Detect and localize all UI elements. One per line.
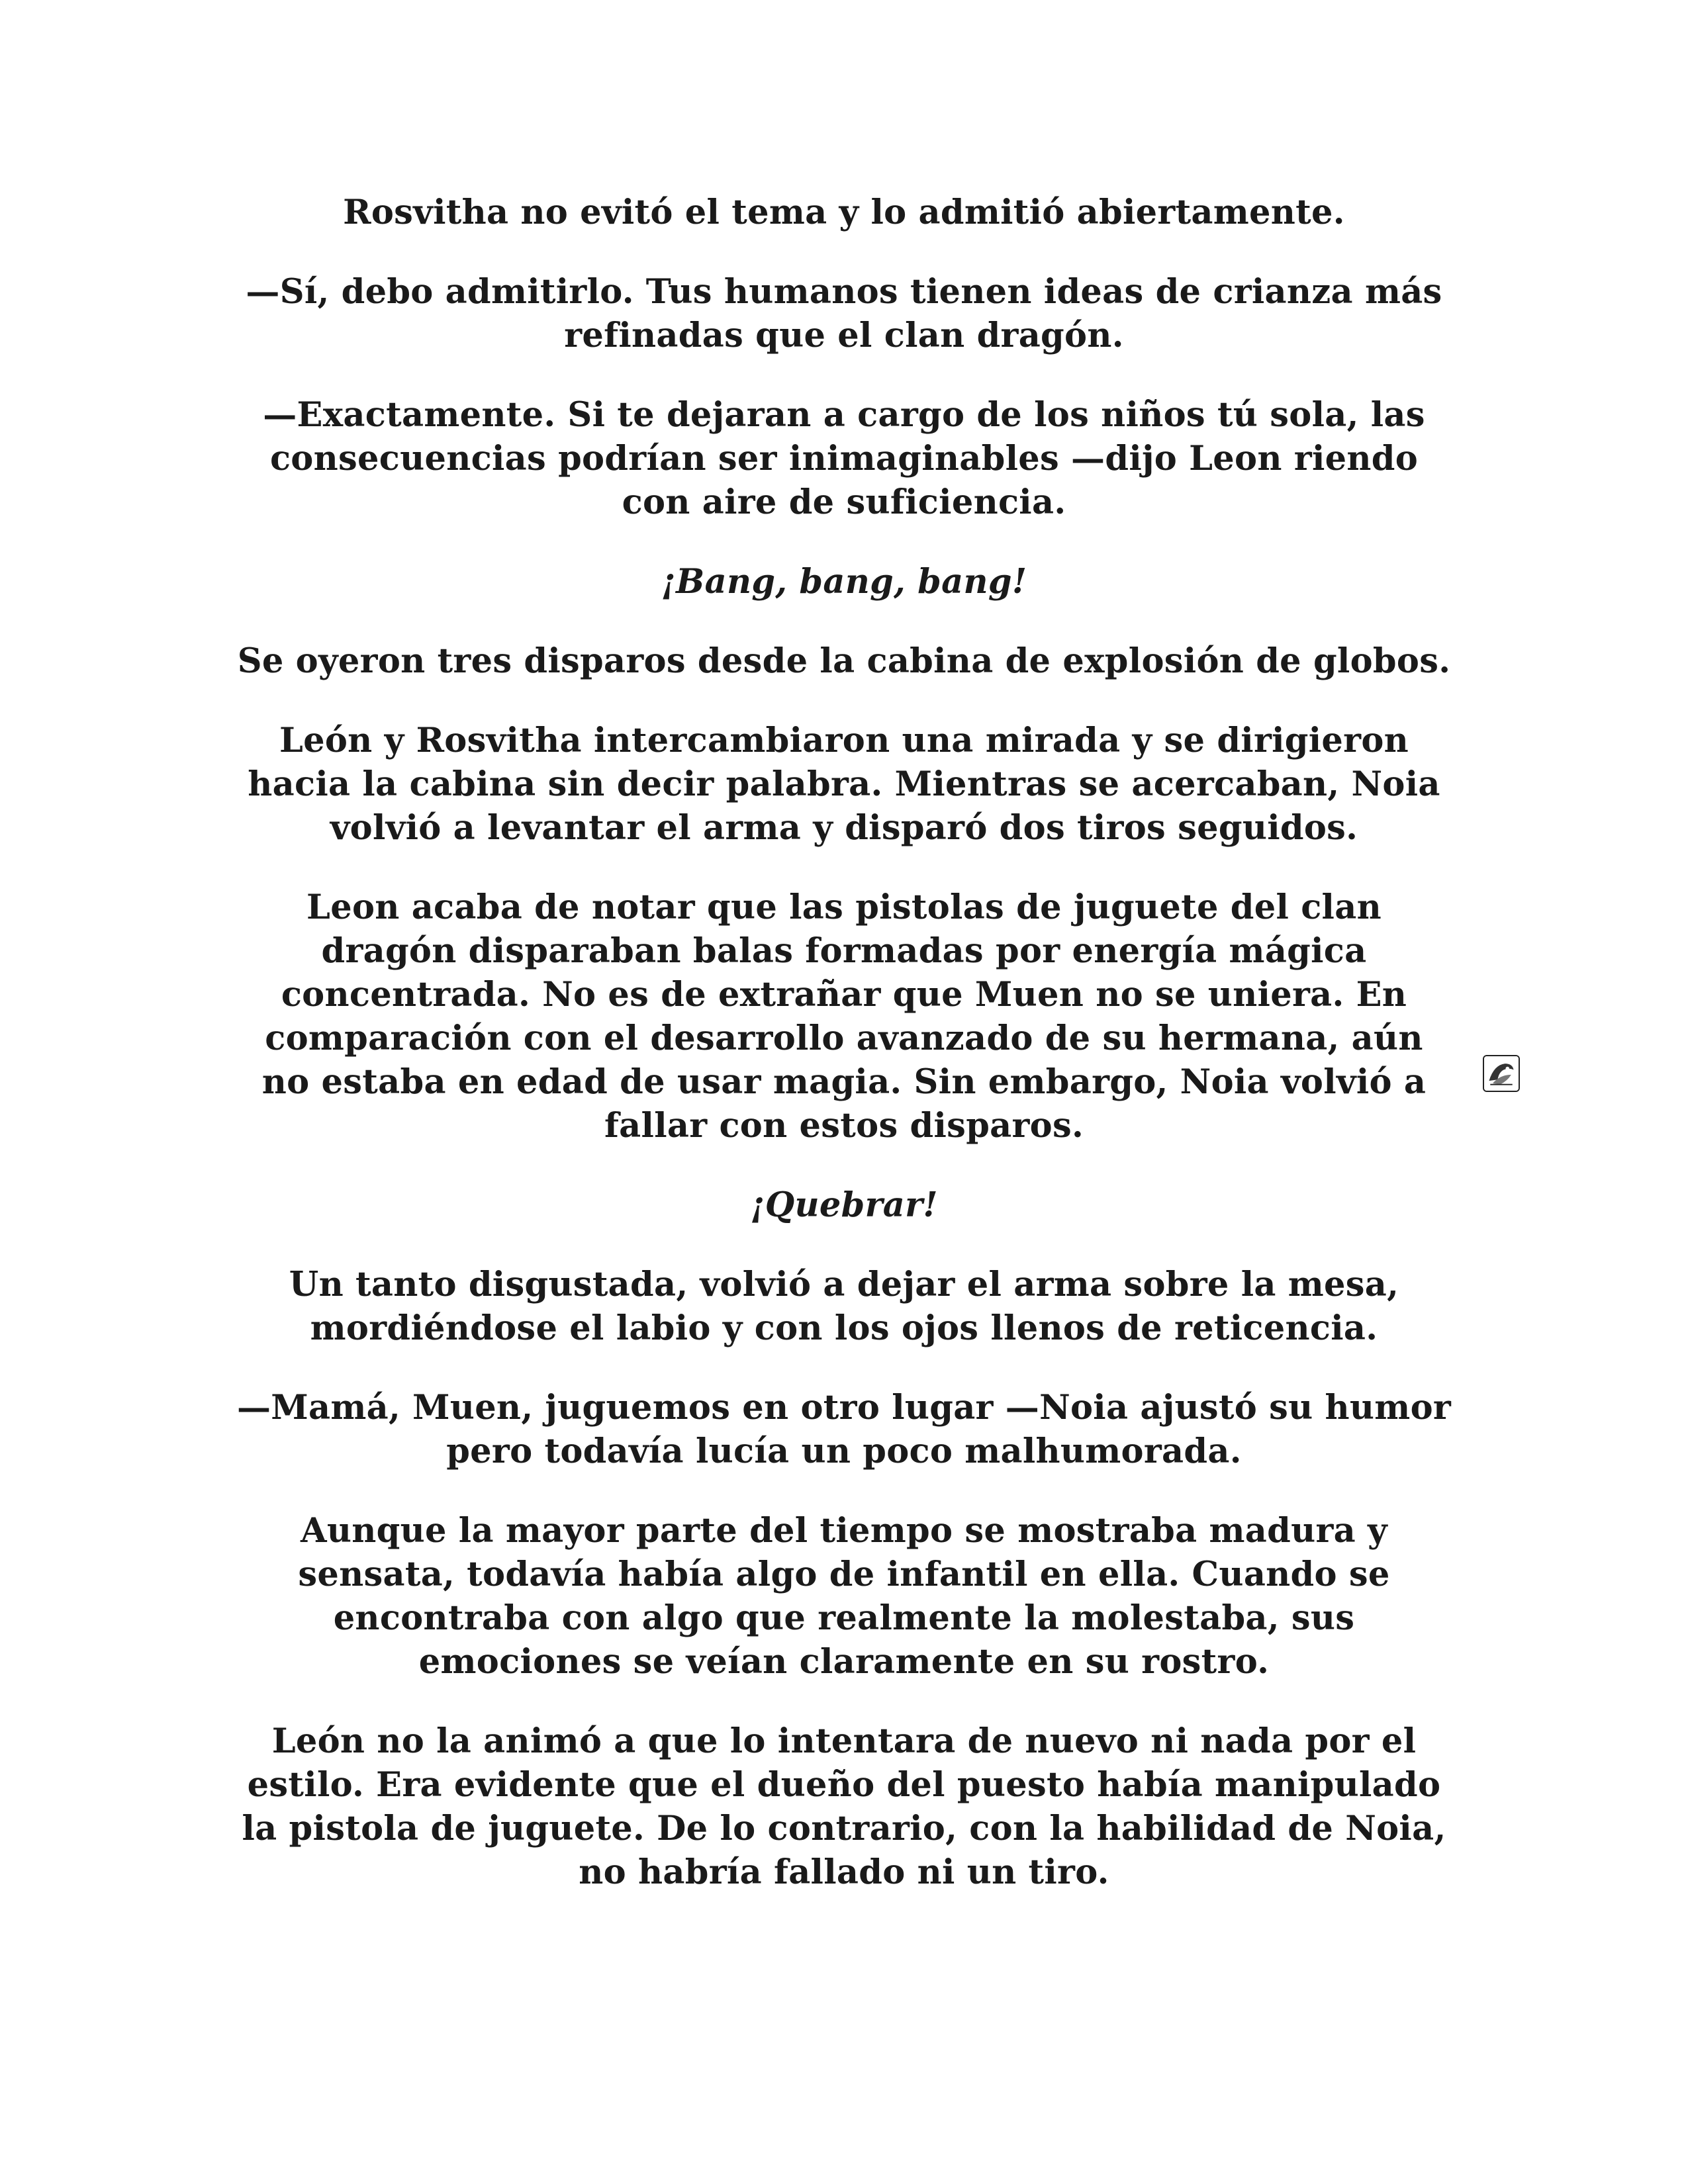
paragraph xyxy=(218,1386,1470,1473)
text-line: emociones se veían claramente en su rostro. xyxy=(418,1642,1270,1682)
text-line: mordiéndose el labio y con los ojos llenos de reticencia. xyxy=(310,1308,1378,1348)
paragraph xyxy=(218,1509,1470,1684)
text-line: ¡Quebrar! xyxy=(750,1185,938,1225)
body-text xyxy=(218,191,1470,1930)
paragraph xyxy=(218,1263,1470,1350)
text-line: —Sí, debo admitirlo. Tus humanos tienen ideas de crianza más xyxy=(246,272,1442,312)
sound-effect-paragraph xyxy=(218,1183,1470,1227)
text-line: dragón disparaban balas formadas por energía mágica xyxy=(321,931,1367,971)
paragraph xyxy=(218,393,1470,524)
text-line: Leon acaba de notar que las pistolas de juguete del clan xyxy=(306,887,1382,927)
text-line: fallar con estos disparos. xyxy=(604,1106,1084,1146)
text-line: Se oyeron tres disparos desde la cabina de explosión de globos. xyxy=(237,641,1451,681)
text-line: Rosvitha no evitó el tema y lo admitió abiertamente. xyxy=(343,193,1345,232)
paragraph xyxy=(218,191,1470,234)
scanlation-logo-icon xyxy=(1483,1055,1520,1092)
text-line: la pistola de juguete. De lo contrario, con la habilidad de Noia, xyxy=(242,1809,1446,1848)
text-line: refinadas que el clan dragón. xyxy=(564,316,1124,355)
text-line: hacia la cabina sin decir palabra. Mientras se acercaban, Noia xyxy=(248,764,1440,804)
text-line: —Exactamente. Si te dejaran a cargo de los niños tú sola, las xyxy=(263,395,1425,435)
text-line: pero todavía lucía un poco malhumorada. xyxy=(446,1432,1242,1471)
paragraph xyxy=(218,886,1470,1148)
text-line: volvió a levantar el arma y disparó dos tiros seguidos. xyxy=(330,808,1358,848)
text-line: León y Rosvitha intercambiaron una mirada y se dirigieron xyxy=(279,721,1409,760)
paragraph xyxy=(218,639,1470,683)
text-line: Un tanto disgustada, volvió a dejar el arma sobre la mesa, xyxy=(289,1265,1399,1304)
text-line: encontraba con algo que realmente la molestaba, sus xyxy=(333,1598,1355,1638)
text-line: —Mamá, Muen, juguemos en otro lugar —Noia ajustó su humor xyxy=(236,1388,1452,1428)
text-line: Aunque la mayor parte del tiempo se mostraba madura y xyxy=(301,1511,1387,1551)
text-line: concentrada. No es de extrañar que Muen no se uniera. En xyxy=(281,975,1407,1015)
text-line: no estaba en edad de usar magia. Sin embargo, Noia volvió a xyxy=(261,1062,1427,1102)
paragraph xyxy=(218,270,1470,357)
text-line: comparación con el desarrollo avanzado de su hermana, aún xyxy=(265,1019,1423,1058)
text-line: no habría fallado ni un tiro. xyxy=(579,1852,1109,1892)
paragraph xyxy=(218,719,1470,850)
sound-effect-paragraph xyxy=(218,560,1470,604)
paragraph xyxy=(218,1719,1470,1894)
text-line: León no la animó a que lo intentara de nuevo ni nada por el xyxy=(271,1721,1417,1761)
text-line: sensata, todavía había algo de infantil en ella. Cuando se xyxy=(298,1555,1390,1594)
text-line: ¡Bang, bang, bang! xyxy=(661,562,1027,602)
text-line: estilo. Era evidente que el dueño del puesto había manipulado xyxy=(247,1765,1441,1805)
text-line: con aire de suficiencia. xyxy=(622,482,1066,522)
text-line: consecuencias podrían ser inimaginables —dijo Leon riendo xyxy=(269,439,1419,478)
